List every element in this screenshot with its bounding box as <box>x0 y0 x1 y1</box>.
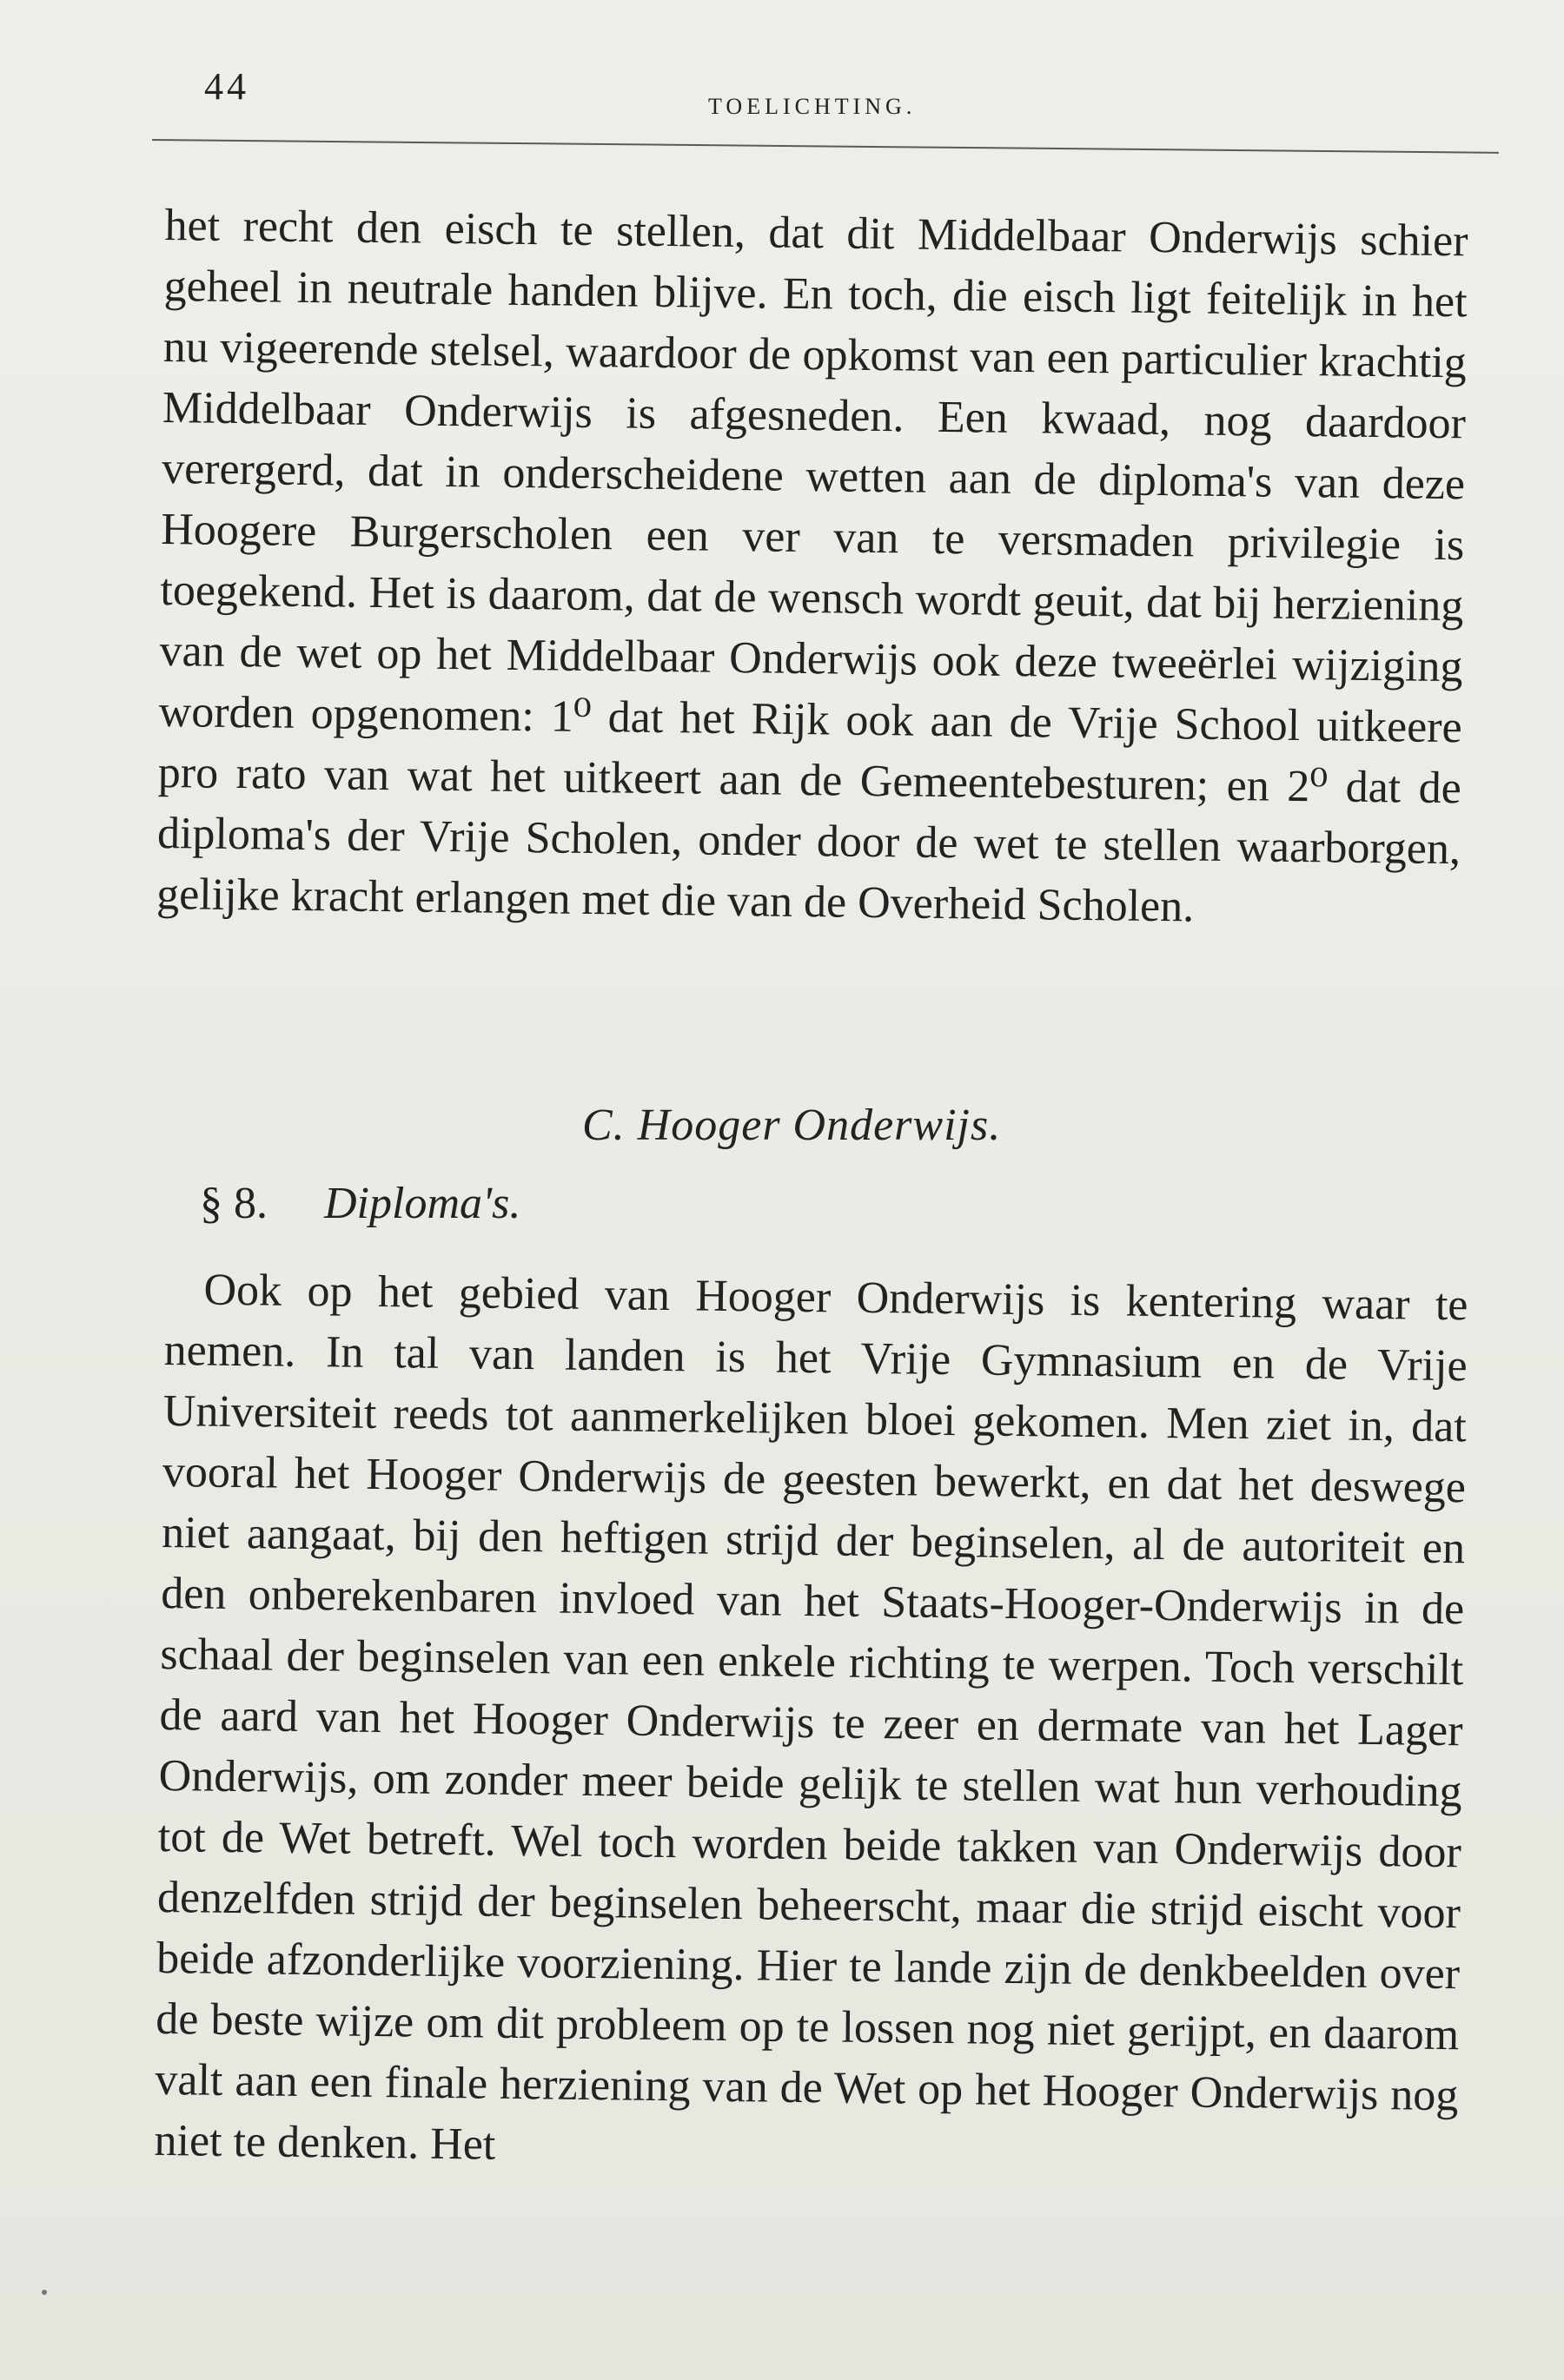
page-number: 44 <box>204 65 249 108</box>
header-rule <box>152 139 1499 154</box>
paragraph-title: Diploma's. <box>324 1179 521 1228</box>
paragraph-heading <box>200 1181 520 1226</box>
continued-paragraph: het recht den eisch te stellen, dat dit Middelbaar Onderwijs schier geheel in neutrale handen blijve. En toch, die eisch ligt feitelijk in het nu vigeerende stelsel, waardoor de opkomst van een particulier krachtig Middelbaar Onderwijs is afgesneden. Een kwaad, nog daardoor verergerd, dat in onderscheidene wetten aan de diploma's van deze Hoogere Burgerscholen een ver van te versmaden privilegie is toegekend. Het is daarom, dat de wensch wordt geuit, dat bij herziening van de wet op het Middelbaar Onderwijs ook deze tweeërlei wijziging worden opgenomen: 1⁰ dat het Rijk ook aan de Vrije School uitkeere pro rato van wat het uitkeert aan de Gemeentebesturen; en 2⁰ dat de diploma's der Vrije Scholen, onder door de wet te stellen waarborgen, gelijke kracht erlangen met die van de Overheid Scholen. <box>156 200 1468 932</box>
paragraph-number: § 8. <box>200 1179 268 1228</box>
section-paragraph: Ook op het gebied van Hooger Onderwijs is kentering waar te nemen. In tal van landen is het Vrije Gymnasium en de Vrije Universiteit reeds tot aanmerkelijken bloei gekomen. Men ziet in, dat vooral het Hooger Onderwijs de geesten bewerkt, en dat het deswege niet aangaat, bij den heftigen strijd der beginselen, al de autoriteit en den onberekenbaren invloed van het Staats-Hooger-Onderwijs in de schaal der beginselen van een enkele richting te werpen. Toch verschilt de aard van het Hooger Onderwijs te zeer en dermate van het Lager Onderwijs, om zonder meer beide gelijk te stellen wat hun verhouding tot de Wet betreft. Wel toch worden beide takken van Onderwijs door denzelfden strijd der beginselen beheerscht, maar die strijd eischt voor beide afzonderlijke voorziening. Hier te lande zijn de denkbeelden over de beste wijze om dit probleem op te lossen nog niet gerijpt, en daarom valt aan een finale herziening van de Wet op het Hooger Onderwijs nog niet te denken. Het <box>154 1265 1468 2170</box>
margin-speck <box>42 2290 47 2295</box>
section-heading: C. Hooger Onderwijs. <box>582 1101 1002 1150</box>
running-title: TOELICHTING. <box>708 94 917 119</box>
